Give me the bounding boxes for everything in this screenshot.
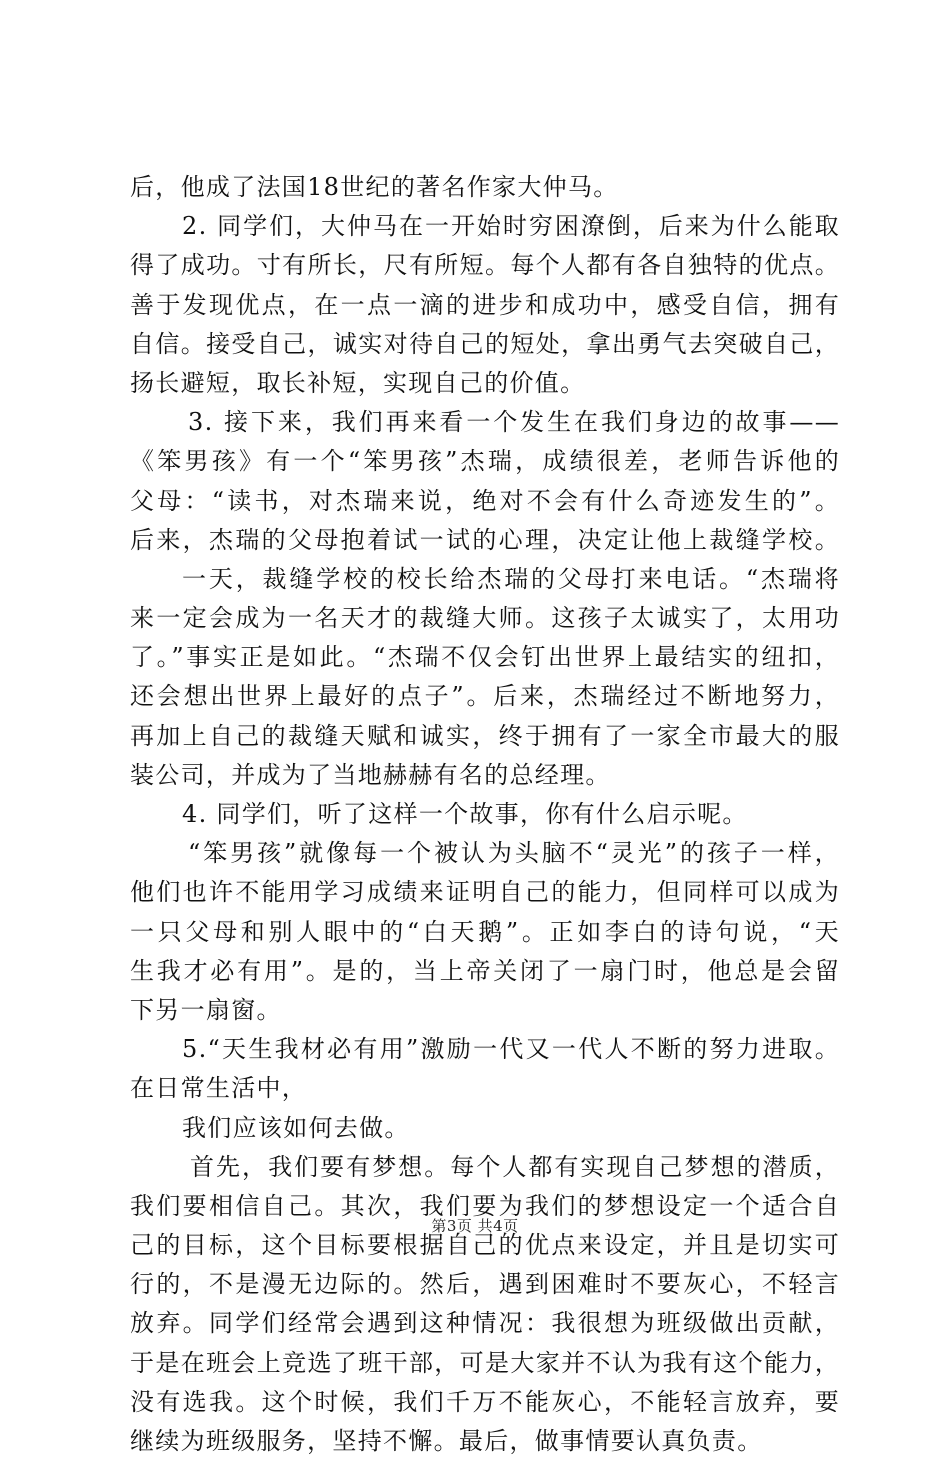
text-line: 一只父母和别人眼中的“白天鹅”。正如李白的诗句说，“天: [130, 917, 840, 946]
text-line: 5.“天生我材必有用”激励一代又一代人不断的努力进取。: [182, 1035, 840, 1064]
text-line: 我们应该如何去做。: [182, 1113, 410, 1142]
text-line: 己的目标，这个目标要根据自己的优点来设定，并且是切实可: [130, 1231, 840, 1260]
text-line: 得了成功。寸有所长，尺有所短。每个人都有各自独特的优点。: [130, 251, 840, 280]
text-line: 来一定会成为一名天才的裁缝大师。这孩子太诚实了，太用功: [130, 604, 840, 633]
text-line: 装公司，并成为了当地赫赫有名的总经理。: [130, 760, 611, 789]
text-line: 他们也许不能用学习成绩来证明自己的能力，但同样可以成为: [130, 878, 840, 907]
text-line: 在日常生活中，: [130, 1074, 308, 1103]
document-body: [130, 168, 840, 1461]
text-line: 《笨男孩》有一个“笨男孩”杰瑞，成绩很差，老师告诉他的: [130, 447, 840, 476]
text-line: 我们要相信自己。其次，我们要为我们的梦想设定一个适合自: [130, 1191, 840, 1220]
text-line: “笨男孩”就像每一个被认为头脑不“灵光”的孩子一样，: [188, 839, 840, 868]
text-line: 2. 同学们，大仲马在一开始时穷困潦倒，后来为什么能取: [182, 212, 840, 241]
text-line: 再加上自己的裁缝天赋和诚实，终于拥有了一家全市最大的服: [130, 721, 840, 750]
text-line: 3. 接下来，我们再来看一个发生在我们身边的故事——: [188, 408, 840, 437]
text-line: 还会想出世界上最好的点子”。后来，杰瑞经过不断地努力，: [130, 682, 840, 711]
text-line: 后来，杰瑞的父母抱着试一试的心理，决定让他上裁缝学校。: [130, 525, 840, 554]
text-line: 放弃。同学们经常会遇到这种情况：我很想为班级做出贡献，: [130, 1309, 840, 1338]
text-line: 扬长避短，取长补短，实现自己的价值。: [130, 368, 586, 397]
text-line: 了。”事实正是如此。“杰瑞不仅会钉出世界上最结实的纽扣，: [130, 643, 840, 672]
text-line: 行的，不是漫无边际的。然后，遇到困难时不要灰心，不轻言: [130, 1270, 840, 1299]
text-line: 后，他成了法国18世纪的著名作家大仲马。: [130, 173, 619, 201]
text-line: 一天，裁缝学校的校长给杰瑞的父母打来电话。“杰瑞将: [182, 564, 840, 593]
text-line: 下另一扇窗。: [130, 995, 282, 1024]
text-line: 4. 同学们，听了这样一个故事，你有什么启示呢。: [182, 800, 748, 828]
text-line: 没有选我。这个时候，我们千万不能灰心，不能轻言放弃，要: [130, 1387, 840, 1416]
text-line: 于是在班会上竞选了班干部，可是大家并不认为我有这个能力，: [130, 1348, 840, 1377]
page-number-footer: 第3页 共4页: [431, 1217, 519, 1235]
text-line: 善于发现优点，在一点一滴的进步和成功中，感受自信，拥有: [130, 290, 840, 319]
text-line: 生我才必有用”。是的，当上帝关闭了一扇门时，他总是会留: [130, 956, 840, 985]
text-line: 自信。接受自己，诚实对待自己的短处，拿出勇气去突破自己，: [130, 329, 840, 358]
text-line: 父母：“读书，对杰瑞来说，绝对不会有什么奇迹发生的”。: [130, 486, 840, 515]
text-line: 继续为班级服务，坚持不懈。最后，做事情要认真负责。: [130, 1427, 763, 1455]
text-line: 首先，我们要有梦想。每个人都有实现自己梦想的潜质，: [190, 1152, 840, 1181]
